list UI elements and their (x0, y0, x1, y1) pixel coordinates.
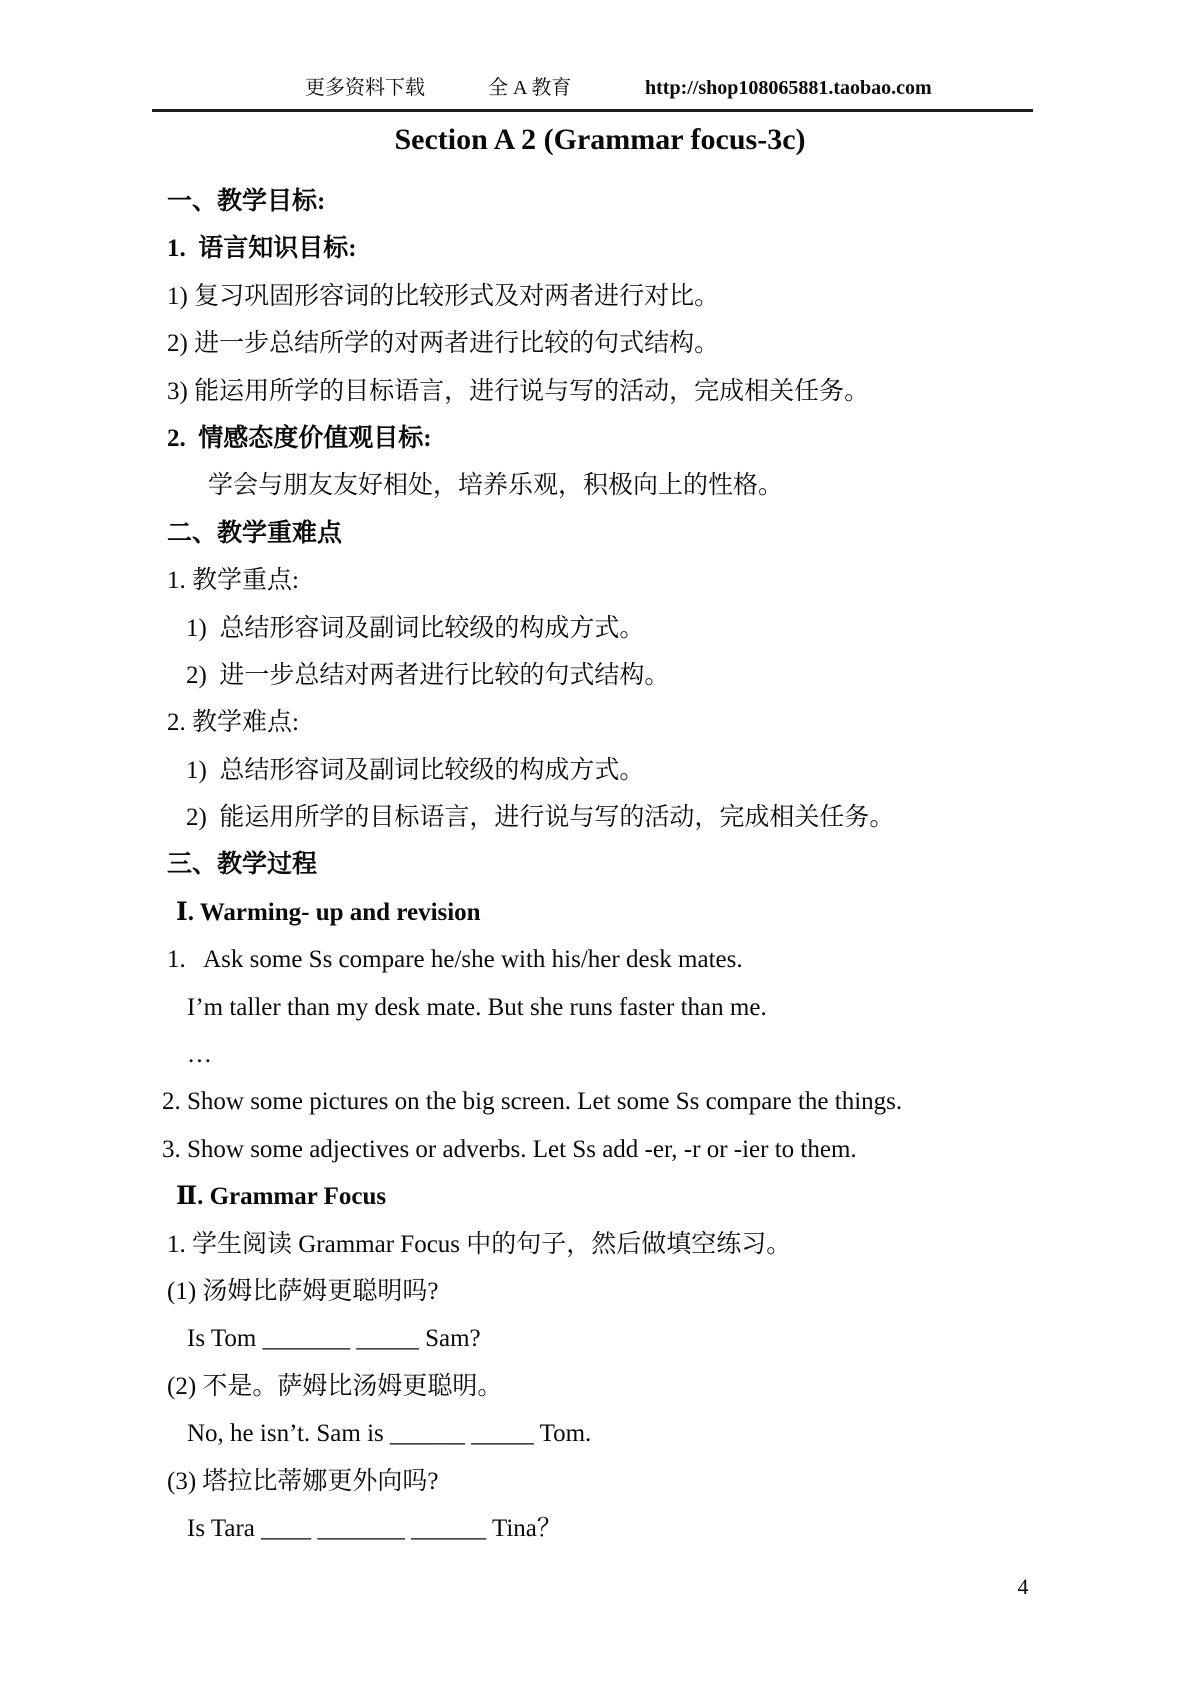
text-ellipsis: … (187, 1041, 212, 1069)
item-key-point-2: 2) 进一步总结对两者进行比较的句式结构。 (186, 661, 670, 689)
heading-language-goals: 1. 语言知识目标: (167, 235, 357, 263)
text-example-sentence: I’m taller than my desk mate. But she runs faster than me. (187, 993, 767, 1021)
exercise-3-blank-en: Is Tara ____ _______ ______ Tina？ (187, 1514, 562, 1542)
text-affective-goal: 学会与朋友友好相处，培养乐观，积极向上的性格。 (208, 472, 784, 500)
document-body (0, 178, 1200, 1552)
step-show-adjectives: 3. Show some adjectives or adverbs. Let Ss add -er, -r or -ier to them. (162, 1135, 857, 1163)
step-show-pictures: 2. Show some pictures on the big screen. Let some Ss compare the things. (162, 1088, 903, 1116)
item-language-goal-3: 3) 能运用所学的目标语言，进行说与写的活动，完成相关任务。 (167, 377, 870, 405)
item-teaching-key-points: 1. 教学重点: (167, 567, 299, 595)
header-shop-url: http://shop108065881.taobao.com (645, 77, 932, 99)
header-rule (152, 109, 1033, 112)
heading-affective-goals: 2. 情感态度价值观目标: (167, 424, 432, 452)
heading-key-difficult-points: 二、教学重难点 (167, 519, 343, 547)
item-difficult-point-1: 1) 总结形容词及副词比较级的构成方式。 (186, 756, 645, 784)
heading-warming-up: Ⅰ. Warming- up and revision (176, 898, 481, 926)
item-key-point-1: 1) 总结形容词及副词比较级的构成方式。 (186, 614, 645, 642)
exercise-2-blank-en: No, he isn’t. Sam is ______ _____ Tom. (187, 1420, 592, 1448)
item-difficult-point-2: 2) 能运用所学的目标语言，进行说与写的活动，完成相关任务。 (186, 804, 895, 832)
exercise-2-prompt-cn: (2) 不是。萨姆比汤姆更聪明。 (167, 1372, 503, 1400)
item-language-goal-1: 1) 复习巩固形容词的比较形式及对两者进行对比。 (167, 282, 720, 310)
step-read-grammar-focus: 1. 学生阅读 Grammar Focus 中的句子，然后做填空练习。 (167, 1230, 792, 1258)
header-download-text: 更多资料下载 (305, 77, 425, 99)
item-language-goal-2: 2) 进一步总结所学的对两者进行比较的句式结构。 (167, 330, 720, 358)
exercise-1-blank-en: Is Tom _______ _____ Sam? (187, 1325, 481, 1353)
heading-grammar-focus: Ⅱ. Grammar Focus (176, 1183, 387, 1211)
heading-teaching-process: 三、教学过程 (167, 851, 318, 879)
page-number: 4 (1017, 1574, 1029, 1599)
step-ask-ss-compare: 1. Ask some Ss compare he/she with his/her desk mates. (167, 946, 743, 974)
heading-objectives: 一、教学目标: (167, 188, 326, 215)
exercise-3-prompt-cn: (3) 塔拉比蒂娜更外向吗? (167, 1467, 439, 1495)
page-title: Section A 2 (Grammar focus-3c) (394, 123, 806, 156)
exercise-1-prompt-cn: (1) 汤姆比萨姆更聪明吗? (167, 1277, 439, 1305)
item-teaching-difficult-points: 2. 教学难点: (167, 709, 299, 737)
header-brand-text: 全 A 教育 (488, 77, 572, 99)
